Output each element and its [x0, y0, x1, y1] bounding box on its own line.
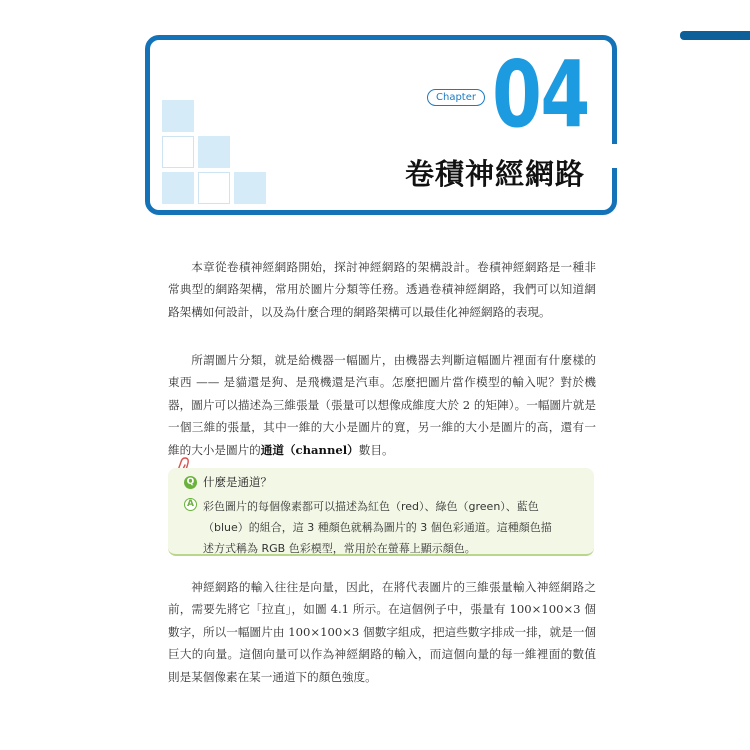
- channel-term: 通道（channel）: [260, 442, 359, 457]
- chapter-title: 卷積神經網路: [405, 157, 586, 191]
- qa-question: 什麼是通道？: [203, 475, 272, 489]
- chapter-number: 04: [492, 41, 589, 148]
- decor-square: [162, 172, 194, 204]
- qa-answer-line: 述方式稱為 RGB 色彩模型，常用於在螢幕上顯示顏色。: [203, 542, 476, 555]
- qa-answer-line: 彩色圖片的每個像素都可以描述為紅色（red）、綠色（green）、藍色: [203, 500, 539, 513]
- chapter-label: Chapter: [427, 89, 485, 106]
- banner-border-gap-right: [609, 144, 619, 168]
- answer-badge-icon: A: [184, 498, 197, 511]
- body-paragraph-1: 本章從卷積神經網路開始，探討神經網路的架構設計。卷積神經網路是一種非常典型的網路架構，常用於圖片分類等任務。透過卷積神經網路，我們可以知道網路架構如何設計，以及為什麼合理的網路架構可以最佳化神經網路的表現。: [168, 260, 596, 319]
- body-paragraph-2: [168, 349, 596, 461]
- qa-answer-line: （blue）的組合，這 3 種顏色就稱為圖片的 3 個色彩通道。這種顏色描: [203, 521, 552, 534]
- qa-box: [168, 468, 594, 556]
- qa-answer: [203, 496, 583, 559]
- paragraph-2-tail: 數目。: [358, 442, 394, 457]
- decor-square: [162, 100, 194, 132]
- question-badge-icon: Q: [184, 476, 197, 489]
- decor-square: [234, 172, 266, 204]
- decor-square: [162, 136, 194, 168]
- body-paragraph-3: 神經網路的輸入往往是向量，因此，在將代表圖片的三維張量輸入神經網路之前，需要先將它「拉直」，如圖 4.1 所示。在這個例子中，張量有 100×100×3 個數字，所以一幅圖片由 100×100×3 個數字組成，把這些數字排成一排，就是一個巨大的向量。這個向量可以作為神經網路的輸入，而這個向量的每一維裡面的數值則是某個像素在某一通道下的顏色強度。: [168, 580, 596, 684]
- banner-border-gap: [620, 33, 642, 43]
- decor-square: [198, 172, 230, 204]
- paragraph-2-text: 所謂圖片分類，就是給機器一幅圖片，由機器去判斷這幅圖片裡面有什麼樣的東西 —— 是貓還是狗、是飛機還是汽車。怎麼把圖片當作模型的輸入呢？對於機器，圖片可以描述為三維張量（張量可以想像成維度大於 2 的矩陣）。一幅圖片就是一個三維的張量，其中一維的大小是圖片的寬，另一維的大小是圖片的高，還有一維的大小是圖片的: [168, 353, 596, 457]
- banner-accent-bar: [680, 31, 750, 40]
- decor-square: [198, 136, 230, 168]
